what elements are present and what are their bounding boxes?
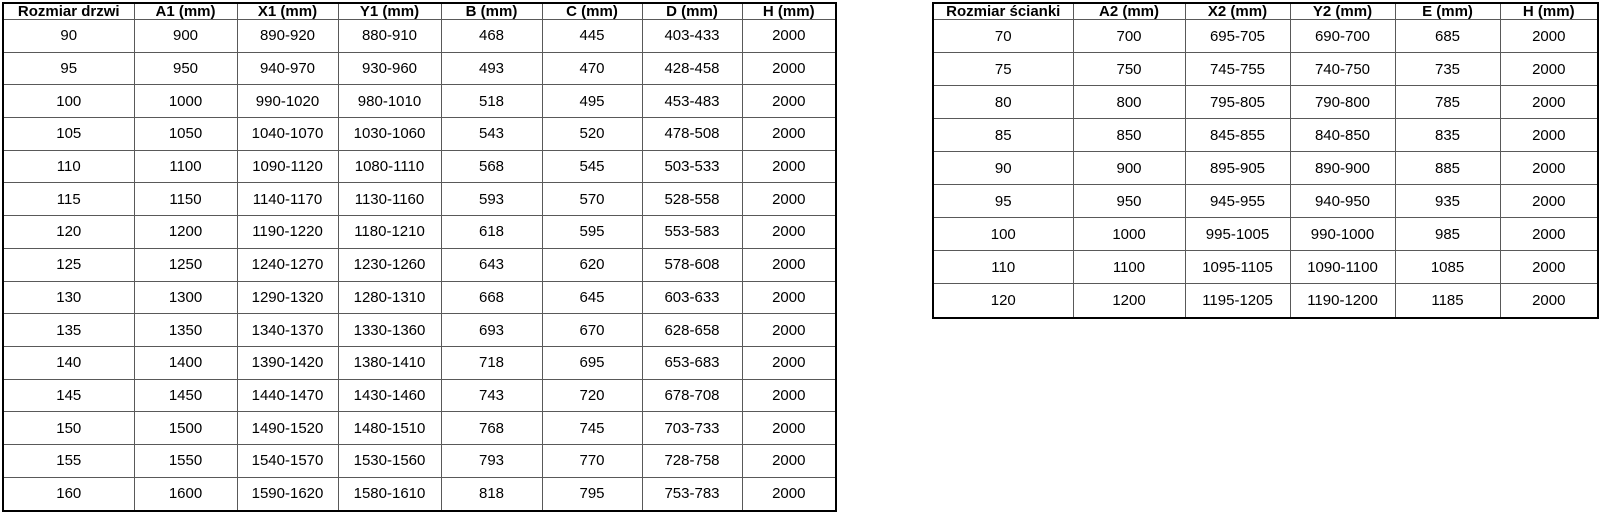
table-cell: 120 — [3, 216, 134, 249]
table-cell: 1590-1620 — [237, 477, 338, 511]
table-cell: 790-800 — [1290, 86, 1395, 119]
table-cell: 1540-1570 — [237, 444, 338, 477]
table-cell: 1500 — [134, 412, 237, 445]
table-cell: 150 — [3, 412, 134, 445]
table-cell: 1090-1120 — [237, 150, 338, 183]
table-cell: 720 — [542, 379, 642, 412]
table-cell: 1340-1370 — [237, 314, 338, 347]
table-cell: 930-960 — [338, 52, 441, 85]
column-header: B (mm) — [441, 3, 542, 20]
table-cell: 785 — [1395, 86, 1500, 119]
table-cell: 2000 — [1500, 251, 1598, 284]
table-row — [3, 314, 836, 347]
table-cell: 1350 — [134, 314, 237, 347]
table-cell: 1240-1270 — [237, 248, 338, 281]
table-row — [3, 118, 836, 151]
table-cell: 453-483 — [642, 85, 742, 118]
table-cell: 140 — [3, 346, 134, 379]
table-cell: 1195-1205 — [1185, 284, 1290, 318]
table-row — [933, 86, 1598, 119]
table-cell: 2000 — [742, 346, 836, 379]
table-cell: 693 — [441, 314, 542, 347]
table-cell: 100 — [3, 85, 134, 118]
table-cell: 670 — [542, 314, 642, 347]
table-cell: 1050 — [134, 118, 237, 151]
table-cell: 740-750 — [1290, 53, 1395, 86]
header-row — [933, 3, 1598, 20]
table-cell: 1095-1105 — [1185, 251, 1290, 284]
table-cell: 818 — [441, 477, 542, 511]
table-cell: 1100 — [1073, 251, 1185, 284]
table-row — [933, 53, 1598, 86]
table-cell: 2000 — [1500, 86, 1598, 119]
table-cell: 935 — [1395, 185, 1500, 218]
table-cell: 940-950 — [1290, 185, 1395, 218]
table-cell: 890-900 — [1290, 152, 1395, 185]
door-size-table — [2, 2, 837, 512]
table-cell: 668 — [441, 281, 542, 314]
table-row — [3, 379, 836, 412]
table-cell: 503-533 — [642, 150, 742, 183]
table-cell: 753-783 — [642, 477, 742, 511]
table-cell: 793 — [441, 444, 542, 477]
table-cell: 800 — [1073, 86, 1185, 119]
table-row — [3, 150, 836, 183]
table-cell: 743 — [441, 379, 542, 412]
table-row — [3, 20, 836, 53]
column-header: H (mm) — [742, 3, 836, 20]
table-cell: 628-658 — [642, 314, 742, 347]
table-cell: 1380-1410 — [338, 346, 441, 379]
table-cell: 850 — [1073, 119, 1185, 152]
table-cell: 110 — [3, 150, 134, 183]
table-row — [3, 412, 836, 445]
table-cell: 1080-1110 — [338, 150, 441, 183]
table-cell: 1000 — [1073, 218, 1185, 251]
table-cell: 795-805 — [1185, 86, 1290, 119]
table-cell: 155 — [3, 444, 134, 477]
table-cell: 2000 — [742, 20, 836, 53]
table-cell: 543 — [441, 118, 542, 151]
table-cell: 95 — [933, 185, 1073, 218]
table-cell: 470 — [542, 52, 642, 85]
table-cell: 1300 — [134, 281, 237, 314]
table-cell: 750 — [1073, 53, 1185, 86]
table-cell: 2000 — [742, 248, 836, 281]
table-cell: 125 — [3, 248, 134, 281]
table-cell: 2000 — [742, 477, 836, 511]
column-header: A1 (mm) — [134, 3, 237, 20]
table-cell: 653-683 — [642, 346, 742, 379]
table-cell: 618 — [441, 216, 542, 249]
table-cell: 620 — [542, 248, 642, 281]
table-row — [3, 346, 836, 379]
table-cell: 1200 — [134, 216, 237, 249]
table-row — [3, 85, 836, 118]
column-header: Y1 (mm) — [338, 3, 441, 20]
table-cell: 1140-1170 — [237, 183, 338, 216]
table-cell: 900 — [1073, 152, 1185, 185]
table-cell: 945-955 — [1185, 185, 1290, 218]
table-cell: 885 — [1395, 152, 1500, 185]
table-cell: 145 — [3, 379, 134, 412]
table-cell: 1200 — [1073, 284, 1185, 318]
table-cell: 950 — [1073, 185, 1185, 218]
table-cell: 1530-1560 — [338, 444, 441, 477]
table-cell: 1400 — [134, 346, 237, 379]
table-cell: 75 — [933, 53, 1073, 86]
table-cell: 2000 — [1500, 152, 1598, 185]
table-cell: 403-433 — [642, 20, 742, 53]
column-header: E (mm) — [1395, 3, 1500, 20]
table-cell: 1085 — [1395, 251, 1500, 284]
table-cell: 105 — [3, 118, 134, 151]
table-cell: 1185 — [1395, 284, 1500, 318]
table-cell: 2000 — [742, 216, 836, 249]
table-cell: 1000 — [134, 85, 237, 118]
table-cell: 690-700 — [1290, 20, 1395, 53]
table-cell: 1390-1420 — [237, 346, 338, 379]
table-row — [3, 52, 836, 85]
table-cell: 1130-1160 — [338, 183, 441, 216]
table-cell: 1230-1260 — [338, 248, 441, 281]
table-cell: 840-850 — [1290, 119, 1395, 152]
table-cell: 1490-1520 — [237, 412, 338, 445]
table-cell: 1600 — [134, 477, 237, 511]
table-cell: 70 — [933, 20, 1073, 53]
table-cell: 695 — [542, 346, 642, 379]
table-cell: 2000 — [742, 281, 836, 314]
table-cell: 770 — [542, 444, 642, 477]
column-header: A2 (mm) — [1073, 3, 1185, 20]
table-row — [933, 284, 1598, 318]
table-row — [933, 152, 1598, 185]
table-cell: 478-508 — [642, 118, 742, 151]
table-cell: 445 — [542, 20, 642, 53]
table-cell: 2000 — [1500, 20, 1598, 53]
table-cell: 1150 — [134, 183, 237, 216]
table-cell: 2000 — [742, 85, 836, 118]
table-cell: 1040-1070 — [237, 118, 338, 151]
table-cell: 2000 — [742, 314, 836, 347]
table-cell: 768 — [441, 412, 542, 445]
table-cell: 1430-1460 — [338, 379, 441, 412]
table-cell: 95 — [3, 52, 134, 85]
table-cell: 845-855 — [1185, 119, 1290, 152]
table-cell: 1440-1470 — [237, 379, 338, 412]
column-header: X2 (mm) — [1185, 3, 1290, 20]
table-row — [3, 248, 836, 281]
table-cell: 703-733 — [642, 412, 742, 445]
table-cell: 1180-1210 — [338, 216, 441, 249]
table-cell: 2000 — [742, 150, 836, 183]
table-cell: 940-970 — [237, 52, 338, 85]
table-cell: 603-633 — [642, 281, 742, 314]
table-cell: 518 — [441, 85, 542, 118]
table-cell: 895-905 — [1185, 152, 1290, 185]
table-cell: 1550 — [134, 444, 237, 477]
table-cell: 643 — [441, 248, 542, 281]
table-cell: 2000 — [742, 183, 836, 216]
table-cell: 90 — [933, 152, 1073, 185]
table-cell: 130 — [3, 281, 134, 314]
table-cell: 545 — [542, 150, 642, 183]
table-cell: 90 — [3, 20, 134, 53]
column-header: D (mm) — [642, 3, 742, 20]
table-cell: 160 — [3, 477, 134, 511]
table-cell: 728-758 — [642, 444, 742, 477]
column-header: Rozmiar drzwi — [3, 3, 134, 20]
table-cell: 593 — [441, 183, 542, 216]
table-row — [933, 119, 1598, 152]
header-row — [3, 3, 836, 20]
table-cell: 745-755 — [1185, 53, 1290, 86]
table-cell: 2000 — [1500, 185, 1598, 218]
table-cell: 835 — [1395, 119, 1500, 152]
table-row — [3, 281, 836, 314]
table-cell: 678-708 — [642, 379, 742, 412]
table-cell: 115 — [3, 183, 134, 216]
table-cell: 110 — [933, 251, 1073, 284]
table-cell: 80 — [933, 86, 1073, 119]
column-header: Rozmiar ścianki — [933, 3, 1073, 20]
column-header: Y2 (mm) — [1290, 3, 1395, 20]
table-cell: 570 — [542, 183, 642, 216]
table-cell: 2000 — [1500, 53, 1598, 86]
table-cell: 890-920 — [237, 20, 338, 53]
table-cell: 1480-1510 — [338, 412, 441, 445]
table-cell: 745 — [542, 412, 642, 445]
table-cell: 2000 — [1500, 284, 1598, 318]
table-cell: 1030-1060 — [338, 118, 441, 151]
table-cell: 1280-1310 — [338, 281, 441, 314]
table-cell: 1580-1610 — [338, 477, 441, 511]
table-cell: 1100 — [134, 150, 237, 183]
table-cell: 595 — [542, 216, 642, 249]
table-cell: 950 — [134, 52, 237, 85]
table-cell: 1090-1100 — [1290, 251, 1395, 284]
table-row — [3, 183, 836, 216]
table-cell: 990-1020 — [237, 85, 338, 118]
table-cell: 100 — [933, 218, 1073, 251]
table-cell: 2000 — [742, 412, 836, 445]
table-cell: 428-458 — [642, 52, 742, 85]
table-cell: 493 — [441, 52, 542, 85]
table-cell: 985 — [1395, 218, 1500, 251]
table-cell: 468 — [441, 20, 542, 53]
table-cell: 795 — [542, 477, 642, 511]
table-cell: 520 — [542, 118, 642, 151]
table-cell: 2000 — [742, 444, 836, 477]
column-header: C (mm) — [542, 3, 642, 20]
table-row — [933, 251, 1598, 284]
table-cell: 735 — [1395, 53, 1500, 86]
table-cell: 700 — [1073, 20, 1185, 53]
table-cell: 2000 — [742, 379, 836, 412]
table-cell: 2000 — [1500, 119, 1598, 152]
table-cell: 980-1010 — [338, 85, 441, 118]
table-cell: 900 — [134, 20, 237, 53]
table-cell: 685 — [1395, 20, 1500, 53]
table-cell: 995-1005 — [1185, 218, 1290, 251]
table-cell: 1330-1360 — [338, 314, 441, 347]
table-cell: 718 — [441, 346, 542, 379]
table-cell: 120 — [933, 284, 1073, 318]
table-cell: 2000 — [742, 118, 836, 151]
table-cell: 645 — [542, 281, 642, 314]
table-cell: 528-558 — [642, 183, 742, 216]
table-cell: 553-583 — [642, 216, 742, 249]
table-cell: 568 — [441, 150, 542, 183]
column-header: X1 (mm) — [237, 3, 338, 20]
table-row — [3, 444, 836, 477]
table-cell: 135 — [3, 314, 134, 347]
table-cell: 990-1000 — [1290, 218, 1395, 251]
table-cell: 695-705 — [1185, 20, 1290, 53]
table-row — [3, 216, 836, 249]
column-header: H (mm) — [1500, 3, 1598, 20]
table-cell: 1190-1200 — [1290, 284, 1395, 318]
table-cell: 85 — [933, 119, 1073, 152]
table-cell: 2000 — [742, 52, 836, 85]
table-row — [933, 185, 1598, 218]
table-cell: 880-910 — [338, 20, 441, 53]
wall-size-table — [932, 2, 1599, 319]
table-row — [3, 477, 836, 511]
table-cell: 1450 — [134, 379, 237, 412]
table-row — [933, 218, 1598, 251]
table-cell: 1250 — [134, 248, 237, 281]
table-cell: 578-608 — [642, 248, 742, 281]
table-cell: 1290-1320 — [237, 281, 338, 314]
table-row — [933, 20, 1598, 53]
table-cell: 2000 — [1500, 218, 1598, 251]
table-cell: 1190-1220 — [237, 216, 338, 249]
table-cell: 495 — [542, 85, 642, 118]
